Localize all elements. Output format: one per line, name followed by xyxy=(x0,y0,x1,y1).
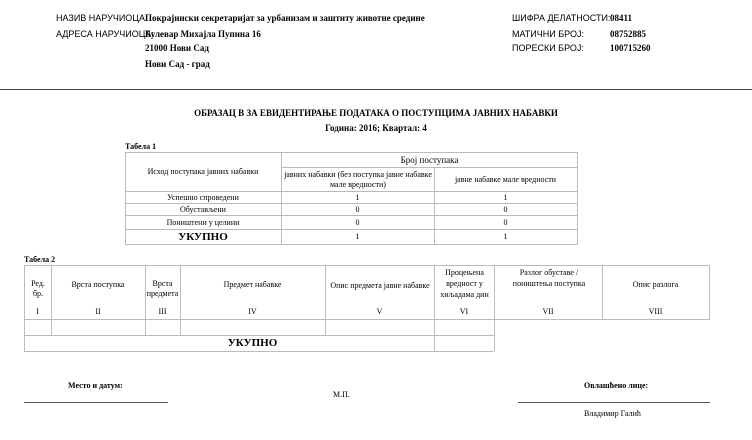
table2-header-reason-description: Опис разлога xyxy=(632,280,679,289)
table1-col-procurements-header: јавних набавки (без поступка јавне набавке мале вредности) xyxy=(284,170,432,189)
table1-total-label: УКУПНО xyxy=(178,231,228,243)
table2-header-no: Ред. бр. xyxy=(31,279,45,298)
table1-row-value: 0 xyxy=(355,218,360,227)
table1-row-label: Обустављени xyxy=(180,205,226,214)
table2-header-subject: Предмет набавке xyxy=(223,280,282,289)
authorized-person-label: Овлашћено лице: xyxy=(584,381,649,390)
contracting-authority-name: Покрајински секретаријат за урбанизам и заштиту животне средине xyxy=(145,13,425,23)
table2-numeral: VI xyxy=(459,307,469,316)
table2-numeral: VII xyxy=(542,307,554,316)
address-line-1: Булевар Михајла Пупина 16 xyxy=(145,29,261,39)
authorized-person-name: Владимир Галић xyxy=(584,409,641,418)
table2-numeral: VIII xyxy=(648,307,663,316)
stamp-label: М.П. xyxy=(333,390,350,399)
table2-numeral: III xyxy=(158,307,167,316)
activity-code-value: 08411 xyxy=(610,13,633,23)
place-date-signature-line xyxy=(24,402,168,403)
form-subtitle: Година: 2016; Квартал: 4 xyxy=(325,123,427,133)
table2-header-estimated-value: Процењена вредност у хиљадама дин xyxy=(440,268,489,299)
table1-col-low-value-header: јавне набавке мале вредности xyxy=(454,175,557,184)
table2-header-procedure-type: Врста поступка xyxy=(71,280,125,289)
activity-code-label: ШИФРА ДЕЛАТНОСТИ: xyxy=(512,13,611,23)
contracting-authority-name-label: НАЗИВ НАРУЧИОЦА: xyxy=(56,13,148,23)
table2-header-description: Опис предмета јавне набавке xyxy=(330,281,430,290)
table2-total-label: УКУПНО xyxy=(227,337,278,349)
table1-row-value: 1 xyxy=(355,193,360,202)
table1-col-outcome-header: Исход поступака јавних набавки xyxy=(147,167,259,176)
table1-total-value: 1 xyxy=(503,232,508,241)
authorized-signature-line xyxy=(518,402,710,403)
table1-caption: Табела 1 xyxy=(125,142,157,151)
table1-row-value: 0 xyxy=(503,205,508,214)
table1-total-value: 1 xyxy=(355,232,360,241)
table1-row-value: 0 xyxy=(503,218,508,227)
table1-row-label: Поништени у целини xyxy=(166,218,240,227)
address-line-3: Нови Сад - град xyxy=(145,59,210,69)
table1-group-header: Број поступака xyxy=(400,155,459,165)
table1-row-value: 0 xyxy=(355,205,360,214)
tax-number-label: ПОРЕСКИ БРОЈ: xyxy=(512,43,584,53)
table2-numeral: V xyxy=(376,307,383,316)
header-divider xyxy=(0,89,752,90)
table2-numeral: II xyxy=(95,307,101,316)
table2-header-subject-type: Врста предмета xyxy=(146,279,179,298)
table1-row-label: Успешно спроведени xyxy=(167,193,239,202)
place-date-label: Место и датум: xyxy=(68,381,123,390)
form-title: ОБРАЗАЦ В ЗА ЕВИДЕНТИРАЊЕ ПОДАТАКА О ПОСТУПЦИМА ЈАВНИХ НАБАВКИ xyxy=(194,108,558,118)
table2-numeral: IV xyxy=(248,307,257,316)
registration-number-value: 08752885 xyxy=(610,29,646,39)
registration-number-label: МАТИЧНИ БРОЈ: xyxy=(512,29,584,39)
table2-header-cancellation-reason: Разлог обуставе /поништења поступка xyxy=(512,268,586,288)
table2-caption: Табела 2 xyxy=(24,255,56,264)
tax-number-value: 100715260 xyxy=(610,43,651,53)
contracting-authority-address-label: АДРЕСА НАРУЧИОЦА: xyxy=(56,29,154,39)
table1-row-value: 1 xyxy=(503,193,508,202)
table2-numeral: I xyxy=(36,307,39,316)
address-line-2: 21000 Нови Сад xyxy=(145,43,209,53)
